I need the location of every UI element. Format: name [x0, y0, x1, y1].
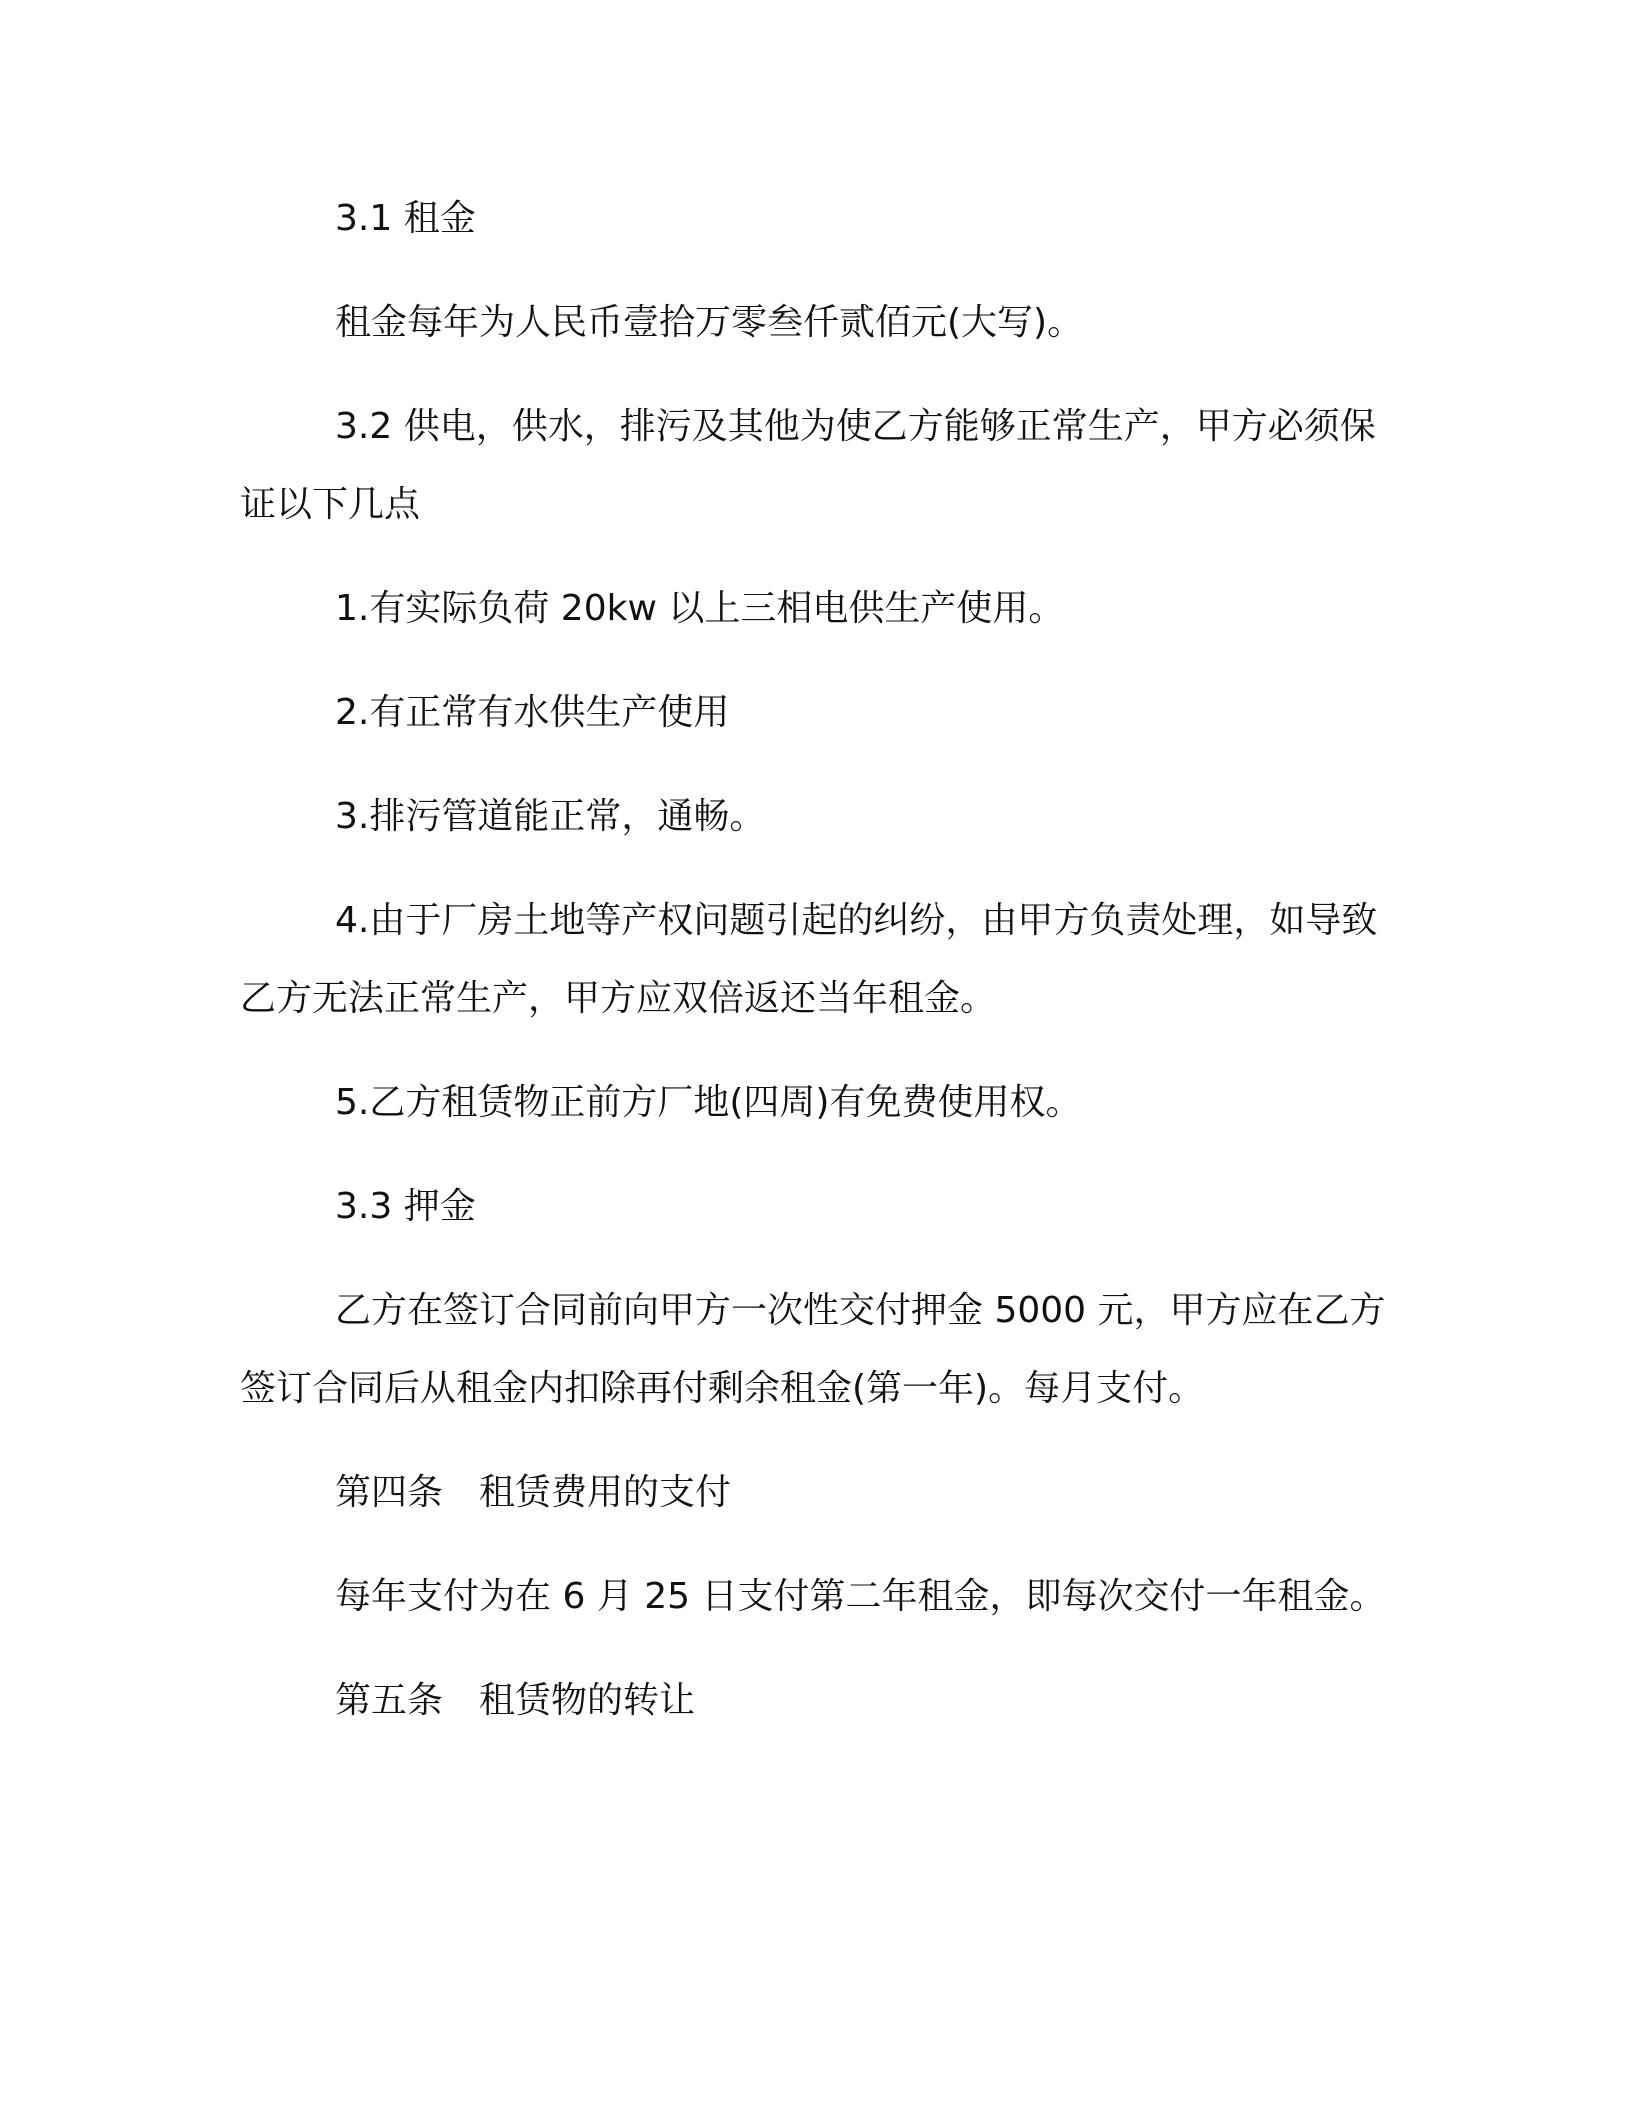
list-item-4: 4.由于厂房土地等产权问题引起的纠纷，由甲方负责处理，如导致乙方无法正常生产，甲方应双倍返还当年租金。 — [240, 900, 1378, 1019]
deposit-paragraph: 乙方在签订合同前向甲方一次性交付押金 5000 元，甲方应在乙方签订合同后从租金内扣除再付剩余租金(第一年)。每月支付。 — [240, 1290, 1386, 1409]
list-item-1: 1.有实际负荷 20kw 以上三相电供生产使用。 — [335, 588, 1065, 629]
list-item-5: 5.乙方租赁物正前方厂地(四周)有免费使用权。 — [335, 1082, 1082, 1123]
article-5-heading: 第五条 租赁物的转让 — [335, 1680, 696, 1721]
rent-amount-paragraph: 租金每年为人民币壹拾万零叁仟贰佰元(大写)。 — [335, 302, 1084, 343]
article-4-heading: 第四条 租赁费用的支付 — [335, 1472, 732, 1513]
list-item-2: 2.有正常有水供生产使用 — [335, 692, 730, 733]
payment-paragraph: 每年支付为在 6 月 25 日支付第二年租金，即每次交付一年租金。 — [335, 1576, 1386, 1617]
section-3-2-paragraph: 3.2 供电，供水，排污及其他为使乙方能够正常生产，甲方必须保证以下几点 — [240, 406, 1376, 525]
section-3-3-heading: 3.3 押金 — [335, 1186, 476, 1227]
section-3-1-heading: 3.1 租金 — [335, 198, 476, 239]
document-body — [240, 180, 1392, 1740]
list-item-3: 3.排污管道能正常，通畅。 — [335, 796, 766, 837]
